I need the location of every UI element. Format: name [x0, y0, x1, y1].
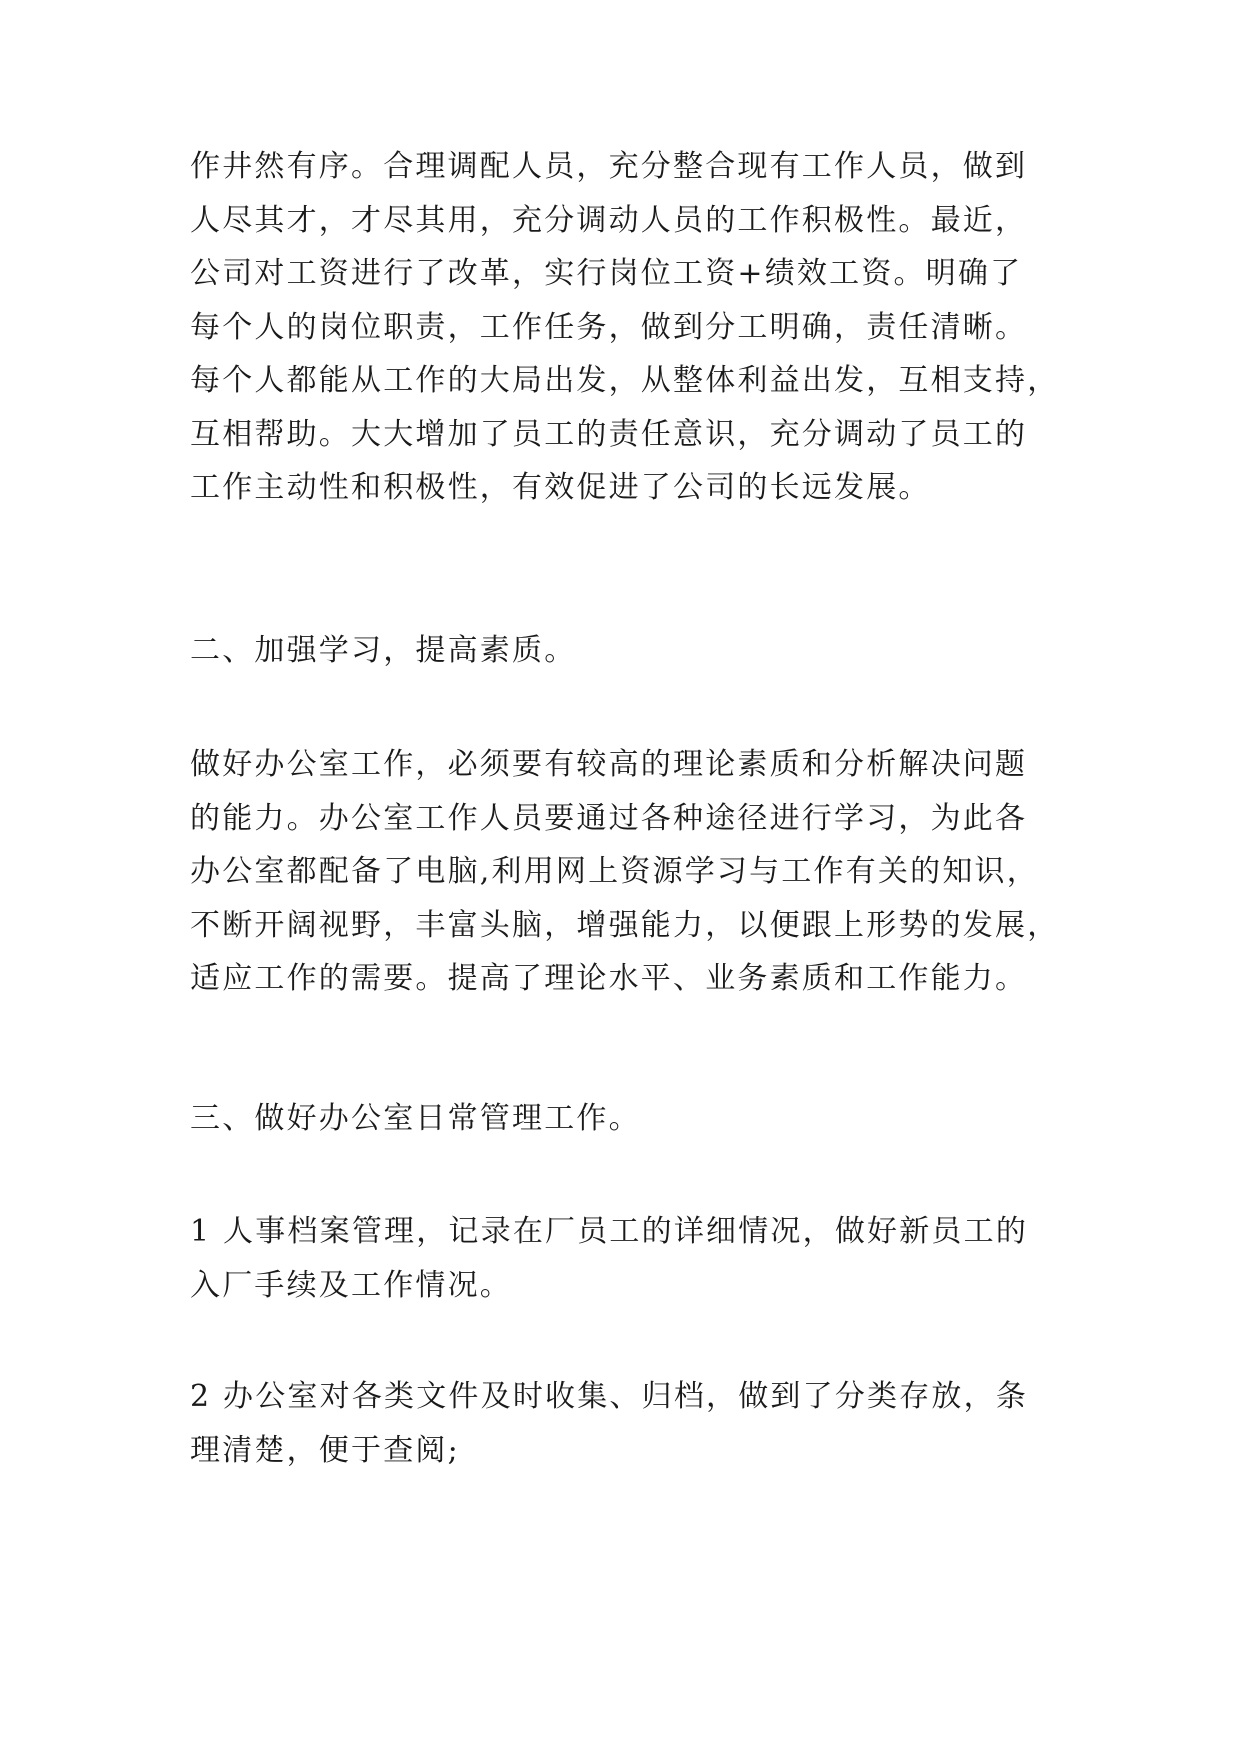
- list-item-document-filing: [190, 1370, 1070, 1477]
- paragraph-line: 作井然有序。合理调配人员，充分整合现有工作人员，做到: [190, 149, 1028, 184]
- paragraph-line: 工作主动性和积极性，有效促进了公司的长远发展。: [190, 470, 931, 505]
- paragraph-line: 公司对工资进行了改革，实行岗位工资+绩效工资。明确了: [190, 256, 1023, 291]
- paragraph-study: [190, 738, 1070, 1006]
- paragraph-line: 每个人的岗位职责，工作任务，做到分工明确，责任清晰。: [190, 309, 1028, 345]
- paragraph-line: 互相帮助。大大增加了员工的责任意识，充分调动了员工的: [190, 416, 1028, 452]
- paragraph-line: 理清楚，便于查阅;: [190, 1432, 460, 1468]
- paragraph-line: 1 人事档案管理，记录在厂员工的详细情况，做好新员工的: [190, 1214, 1029, 1249]
- section-heading-daily-management: 三、做好办公室日常管理工作。: [190, 1101, 641, 1136]
- section-heading-study: 二、加强学习，提高素质。: [190, 633, 577, 668]
- paragraph-line: 适应工作的需要。提高了理论水平、业务素质和工作能力。: [190, 961, 1028, 996]
- paragraph-work-order: [190, 140, 1070, 515]
- paragraph-line: 2 办公室对各类文件及时收集、归档，做到了分类存放，条: [190, 1379, 1029, 1414]
- paragraph-line: 的能力。办公室工作人员要通过各种途径进行学习，为此各: [190, 800, 1028, 836]
- paragraph-line: 入厂手续及工作情况。: [190, 1267, 512, 1303]
- paragraph-line: 做好办公室工作，必须要有较高的理论素质和分析解决问题: [190, 747, 1028, 782]
- paragraph-line: 不断开阔视野，丰富头脑，增强能力，以便跟上形势的发展，: [190, 907, 1060, 943]
- list-item-personnel-files: [190, 1205, 1070, 1312]
- paragraph-line: 每个人都能从工作的大局出发，从整体利益出发，互相支持，: [190, 363, 1060, 398]
- paragraph-line: 办公室都配备了电脑,利用网上资源学习与工作有关的知识，: [190, 854, 1039, 889]
- paragraph-line: 人尽其才，才尽其用，充分调动人员的工作积极性。最近，: [190, 202, 1028, 238]
